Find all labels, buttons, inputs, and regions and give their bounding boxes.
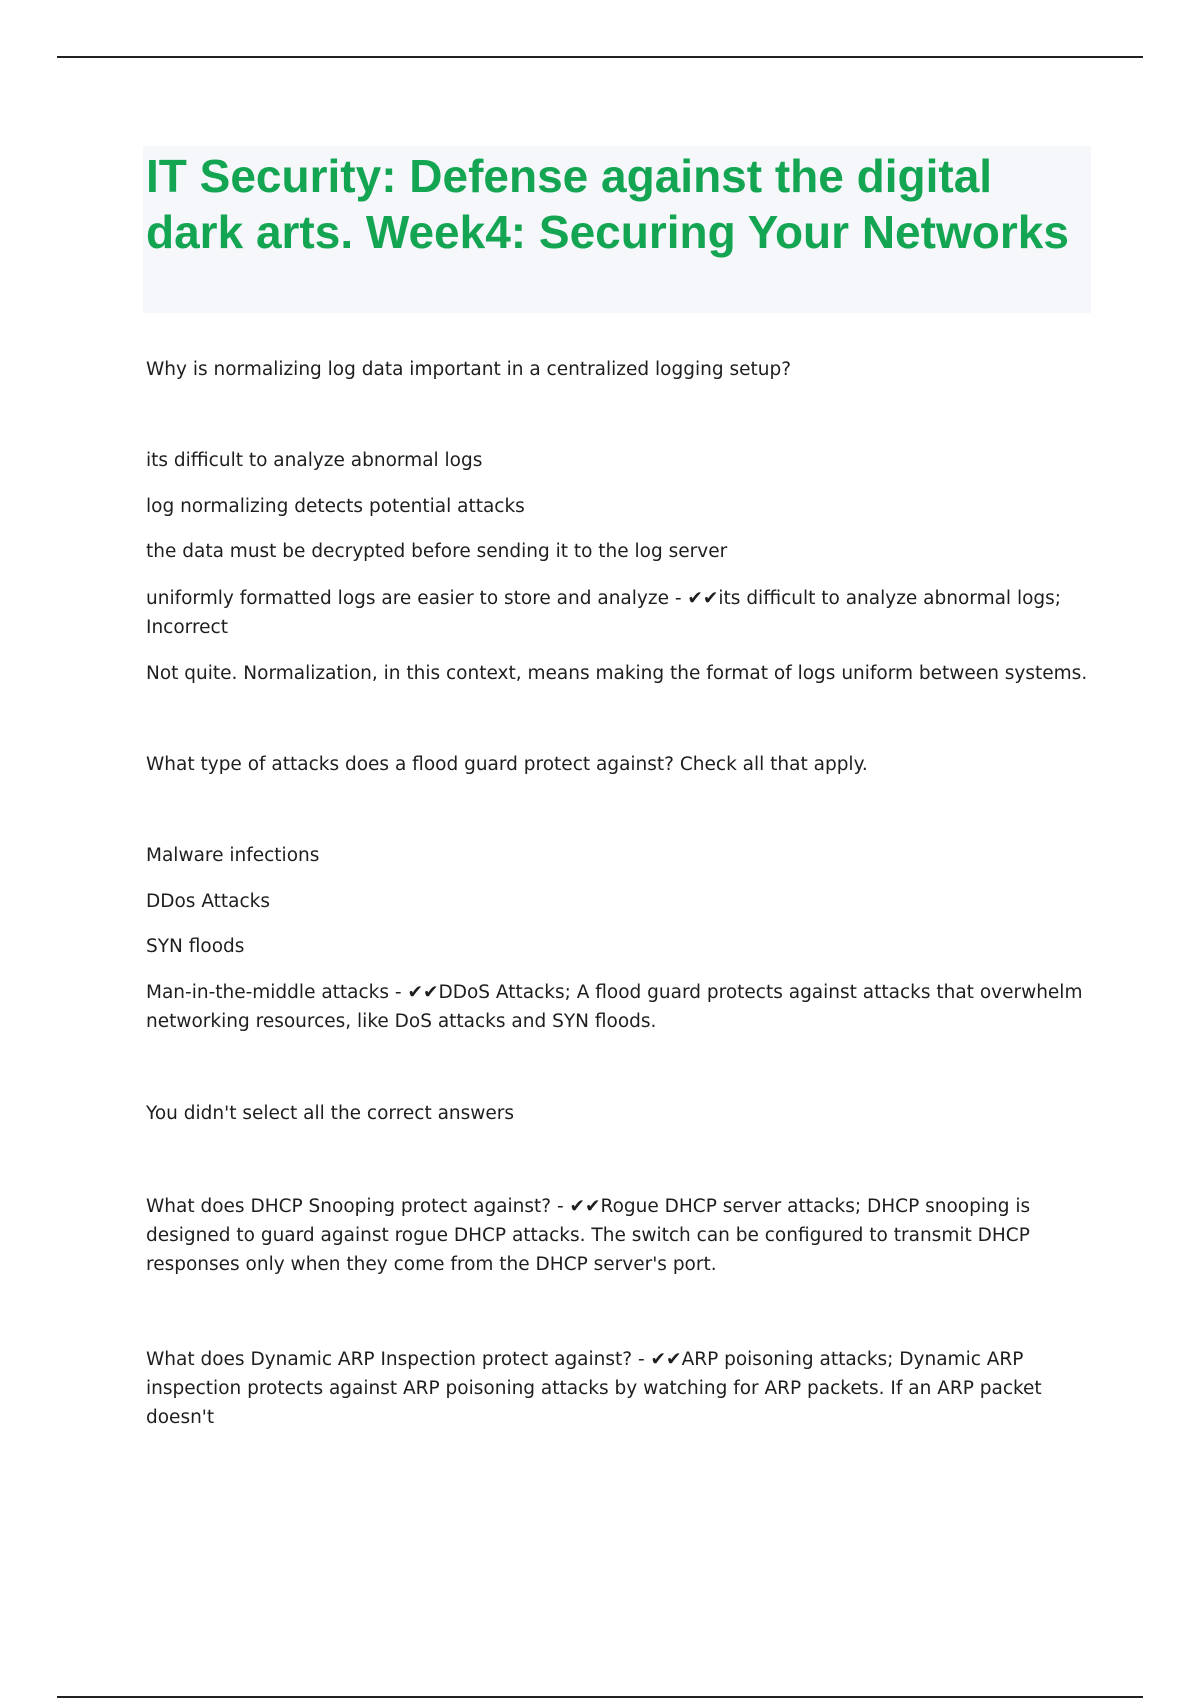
- top-rule: [57, 56, 1143, 58]
- q2-feedback: You didn't select all the correct answers: [146, 1103, 515, 1124]
- q2-last-option: Man-in-the-middle attacks -: [146, 982, 408, 1003]
- q1-option-2: log normalizing detects potential attacks: [146, 496, 525, 517]
- q2-answer: DDoS Attacks; A flood guard protects against attacks that overwhelm networking resources, like DoS attacks and SYN floods.: [146, 982, 1083, 1032]
- check-icon: ✔✔: [687, 588, 719, 609]
- check-icon: ✔✔: [407, 982, 439, 1003]
- q2-answer-block: [146, 978, 1096, 1036]
- q4-question: What does Dynamic ARP Inspection protect against? -: [146, 1349, 651, 1370]
- q2-option-3: SYN floods: [146, 936, 245, 957]
- check-icon: ✔✔: [569, 1196, 601, 1217]
- q4-answer: ARP poisoning attacks; Dynamic ARP inspection protects against ARP poisoning attacks by watching for ARP packets. If an ARP packet doesn't: [146, 1349, 1042, 1428]
- document-title: IT Security: Defense against the digital dark arts. Week4: Securing Your Networks: [146, 150, 1069, 258]
- q1-feedback: Not quite. Normalization, in this context, means making the format of logs uniform between systems.: [146, 663, 1088, 684]
- q3-block: [146, 1192, 1096, 1279]
- q3-answer: Rogue DHCP server attacks; DHCP snooping is designed to guard against rogue DHCP attacks. The switch can be configured to transmit DHCP responses only when they come from the DHCP server's port.: [146, 1196, 1031, 1275]
- q1-last-option: uniformly formatted logs are easier to store and analyze -: [146, 588, 688, 609]
- q2-option-1: Malware infections: [146, 845, 320, 866]
- q1-answer: its difficult to analyze abnormal logs; Incorrect: [146, 588, 1062, 638]
- q3-question: What does DHCP Snooping protect against? -: [146, 1196, 570, 1217]
- title-box: [143, 146, 1091, 313]
- check-icon: ✔✔: [650, 1349, 682, 1370]
- q1-answer-block: [146, 584, 1096, 642]
- q1-question: Why is normalizing log data important in a centralized logging setup?: [146, 359, 792, 380]
- q2-question: What type of attacks does a flood guard protect against? Check all that apply.: [146, 754, 868, 775]
- q2-option-2: DDos Attacks: [146, 891, 271, 912]
- q4-block: [146, 1345, 1096, 1432]
- q1-option-1: its difficult to analyze abnormal logs: [146, 450, 483, 471]
- bottom-rule: [57, 1696, 1143, 1698]
- q1-option-3: the data must be decrypted before sending it to the log server: [146, 541, 728, 562]
